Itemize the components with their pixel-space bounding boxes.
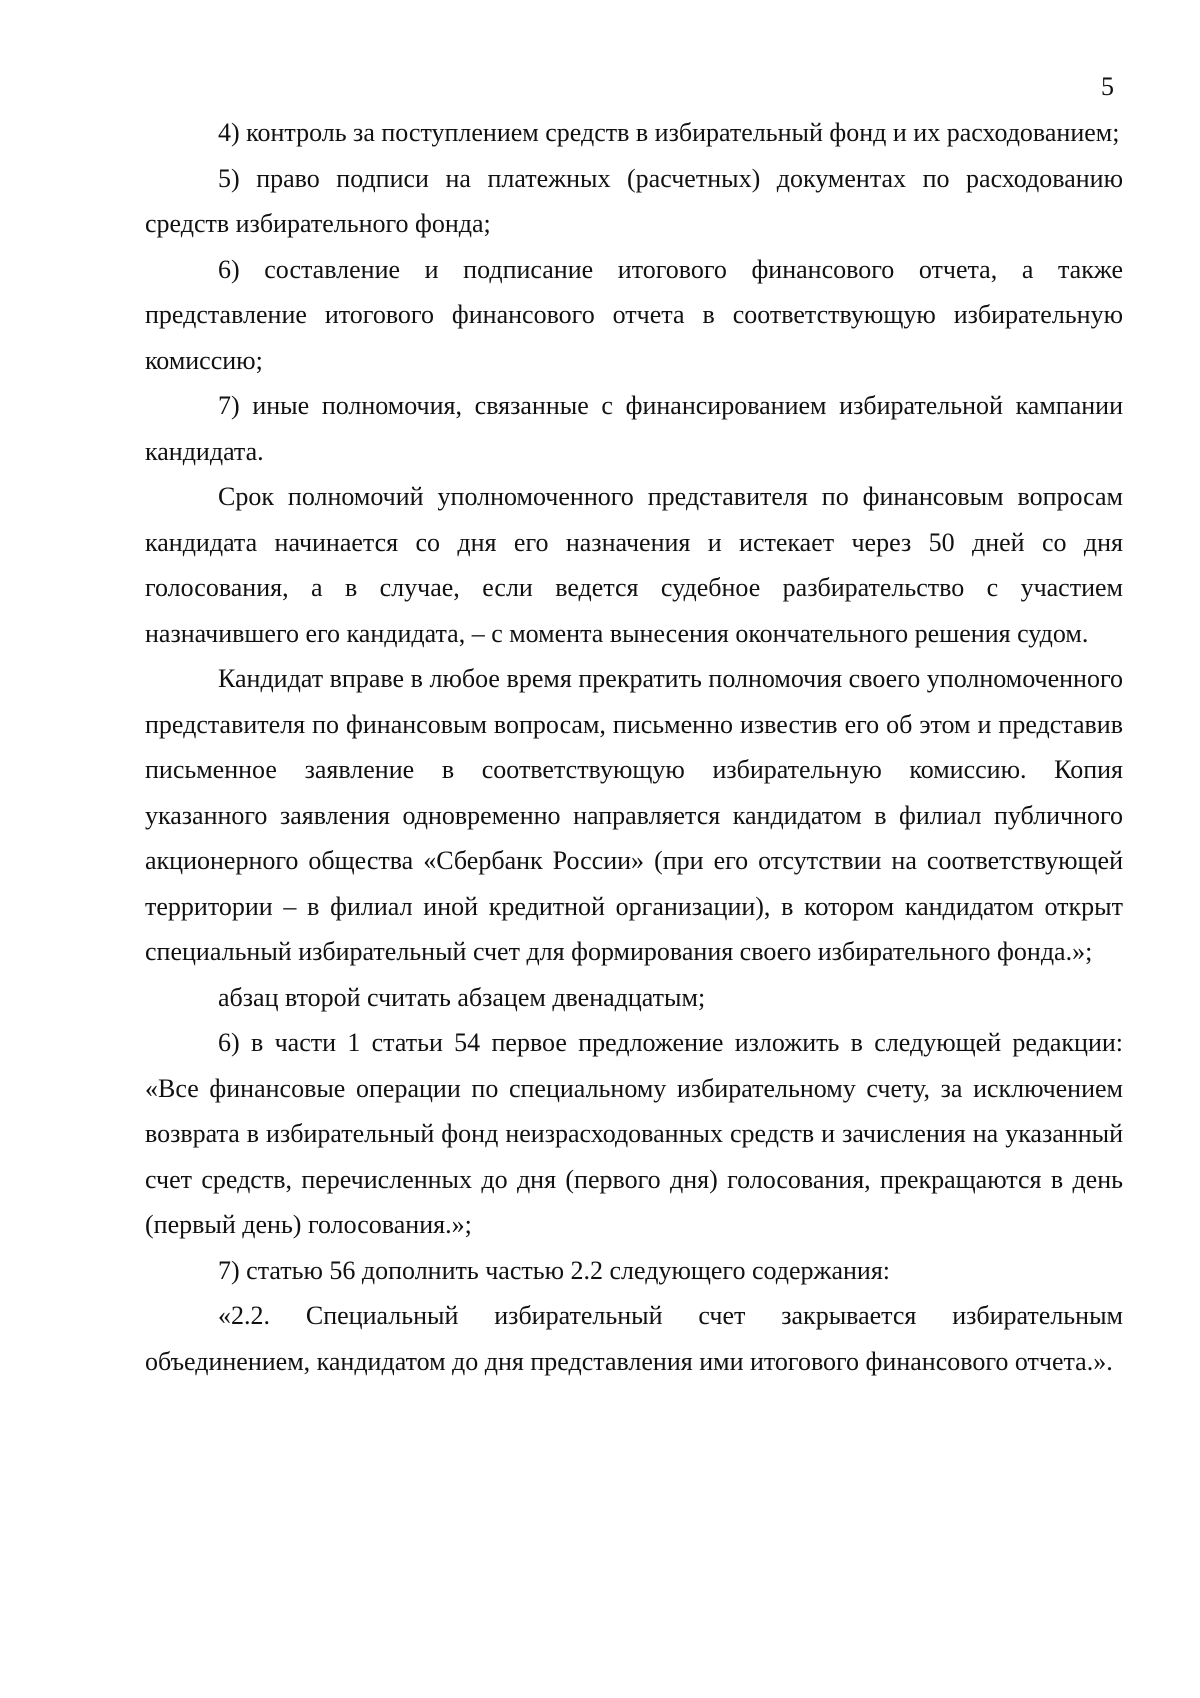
paragraph-abzac-renumbering: абзац второй считать абзацем двенадцатым; bbox=[218, 982, 706, 1012]
page-number: 5 bbox=[1101, 72, 1114, 101]
document-body bbox=[145, 110, 1123, 1384]
paragraph-part-2-2: «2.2. Специальный избирательный счет закрывается избирательным объединением, кандидатом до дня представления ими итогового финансового отчета.». bbox=[145, 1301, 1123, 1376]
paragraph-item-6: 6) составление и подписание итогового финансового отчета, а также представление итогового финансового отчета в соответствующую избирательную комиссию; bbox=[145, 254, 1123, 375]
paragraph-item-7: 7) иные полномочия, связанные с финансированием избирательной кампании кандидата. bbox=[145, 391, 1123, 466]
paragraph-item-5: 5) право подписи на платежных (расчетных) документах по расходованию средств избирательного фонда; bbox=[145, 163, 1123, 238]
paragraph-item-4: 4) контроль за поступлением средств в избирательный фонд и их расходованием; bbox=[218, 118, 1120, 147]
paragraph-term-of-powers: Срок полномочий уполномоченного представителя по финансовым вопросам кандидата начинается со дня его назначения и истекает через 50 дней со дня голосования, а в случае, если ведется судебное разбирательство с участием назначившего его кандидата, – с момента вынесения окончательного решения судом. bbox=[145, 482, 1123, 648]
paragraph-termination-of-powers: Кандидат вправе в любое время прекратить полномочия своего уполномоченного представителя по финансовым вопросам, письменно известив его об этом и представив письменное заявление в соответствующую избирательную комиссию. Копия указанного заявления одновременно направляется кандидатом в филиал публичного акционерного общества «Сбербанк России» (при его отсутствии на соответствующей территории – в филиал иной кредитной организации), в котором кандидатом открыт специальный избирательный счет для формирования своего избирательного фонда.»; bbox=[145, 664, 1123, 966]
paragraph-amendment-article-54: 6) в части 1 статьи 54 первое предложение изложить в следующей редакции: «Все финансовые операции по специальному избирательному счету, за исключением возврата в избирательный фонд неизрасходованных средств и зачисления на указанный счет средств, перечисленных до дня (первого дня) голосования, прекращаются в день (первый день) голосования.»; bbox=[145, 1028, 1123, 1239]
paragraph-amendment-article-56: 7) статью 56 дополнить частью 2.2 следующего содержания: bbox=[218, 1255, 891, 1285]
